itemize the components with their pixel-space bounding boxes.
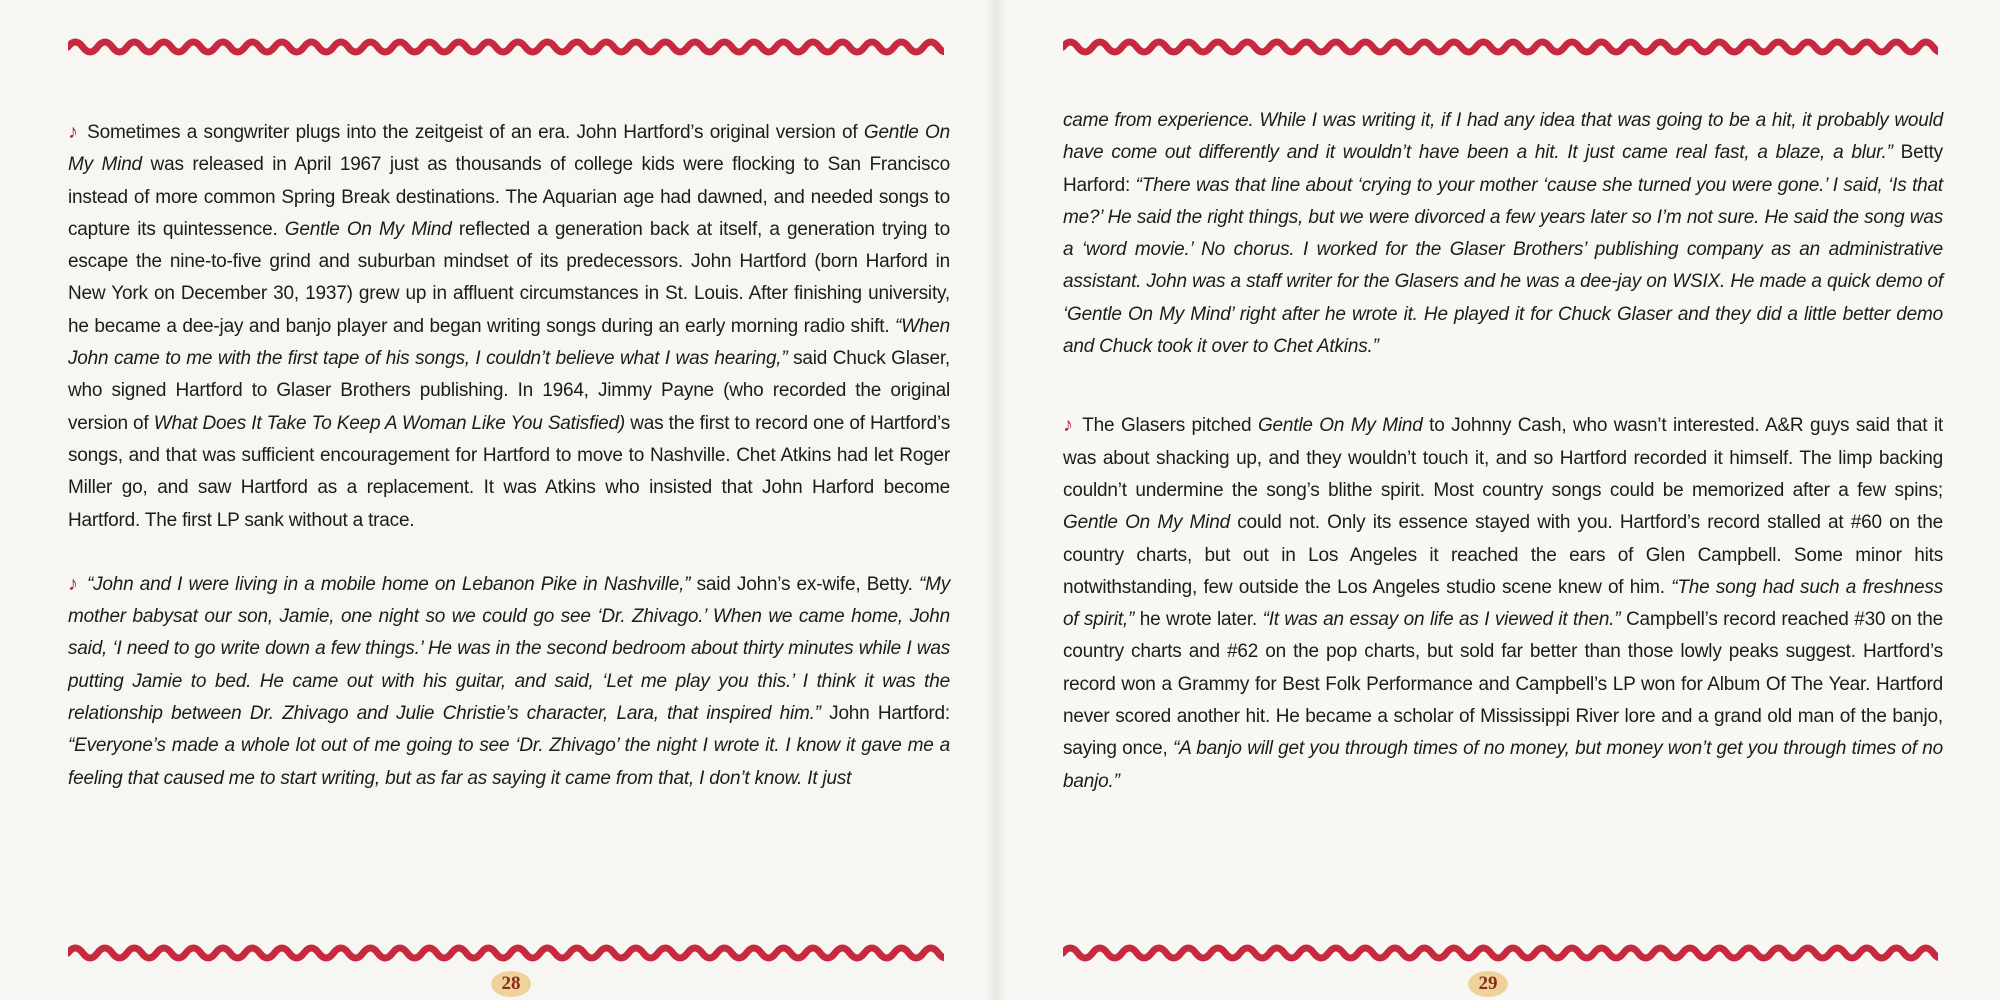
wavy-border-icon: [68, 36, 944, 58]
text-run: he wrote later.: [1134, 609, 1263, 631]
wavy-border-bottom-left: [68, 942, 944, 964]
wavy-border-icon: [1063, 36, 1938, 58]
italic-text-run: “There was that line about ‘crying to your mother ‘cause she turned you were gone.’ I said, ‘Is that me?’ He said the right things, but we were divorced a few years later so I’m not sure. He said the song was a ‘word movie.’ No chorus. I worked for the Glaser Brothers’ publishing company as an administrative assistant. John was a staff writer for the Glasers and he was a dee-jay on WSIX. He made a quick demo of ‘Gentle On My Mind’ right after he wrote it. He played it for Chuck Glaser and they did a little better demo and Chuck took it over to Chet Atkins.”: [1063, 174, 1943, 358]
text-run: reflected a generation back at itself, a generation trying to escape the nine-to-five grind and suburban mindset of its predecessors. John Hartford (born Harford in New York on December 30, 1937) grew up in affluent circumstances in St. Louis. After finishing university, he became a dee-jay and banjo player and began writing songs during an early morning radio shift.: [68, 218, 950, 337]
wavy-border-icon: [1063, 942, 1938, 964]
wavy-border-icon: [68, 942, 944, 964]
text-run: Betty Harford:: [1063, 142, 1943, 196]
italic-text-run: “It was an essay on life as I viewed it then.”: [1262, 609, 1621, 631]
text-run: Sometimes a songwriter plugs into the zeitgeist of an era. John Hartford’s original version of: [87, 122, 864, 143]
music-note-icon: ♪: [68, 121, 80, 143]
text-run: could not. Only its essence stayed with you. Hartford’s record stalled at #60 on the country charts, but out in Los Angeles it reached the ears of Glen Campbell. Some minor hits notwithstanding, few outside the Los Angeles studio scene knew of him.: [1063, 512, 1943, 598]
text-run: John Hartford:: [820, 703, 950, 725]
text-run: The Glasers pitched: [1082, 415, 1258, 437]
italic-text-run: Gentle On My Mind: [284, 218, 452, 240]
italic-text-run: Gentle On My Mind: [68, 122, 950, 176]
music-note-icon: ♪: [1063, 414, 1075, 437]
paragraph: [68, 568, 950, 795]
text-run: said John’s ex-wife, Betty.: [690, 573, 919, 595]
text-run: was released in April 1967 just as thousands of college kids were flocking to San Francisco instead of more common Spring Break destinations. The Aquarian age had dawned, and needed songs to capture its quintessence.: [68, 154, 950, 240]
italic-text-run: “The song had such a freshness of spirit,”: [1063, 576, 1944, 631]
paragraph: [68, 116, 950, 537]
wavy-border-bottom-right: [1063, 942, 1938, 964]
italic-text-run: “Everyone’s made a whole lot out of me going to see ‘Dr. Zhivago’ the night I wrote it. I know it gave me a feeling that caused me to start writing, but as far as saying it came from that, I don’t know. It just: [68, 735, 950, 789]
page-number-right: 29: [1468, 971, 1508, 997]
italic-text-run: What Does It Take To Keep A Woman Like You Satisfied): [153, 412, 626, 434]
page-number-left: 28: [491, 971, 531, 997]
text-run: to Johnny Cash, who wasn’t interested. A&R guys said that it was about shacking up, and they wouldn’t touch it, and so Hartford recorded it himself. The limp backing couldn’t undermine the song’s blithe spirit. Most country songs could be memorized after a few spins;: [1063, 415, 1943, 501]
wavy-border-top-right: [1063, 36, 1938, 58]
page-gutter: [985, 0, 1007, 1000]
paragraph: [1063, 409, 1943, 798]
italic-text-run: came from experience. While I was writing it, if I had any idea that was going to be a hit, it probably would have come out differently and it wouldn’t have been a hit. It just came real fast, a blaze, a blur.”: [1063, 110, 1943, 164]
italic-text-run: Gentle On My Mind: [1257, 415, 1423, 437]
text-run: was the first to record one of Hartford’s songs, and that was sufficient encouragement for Hartford to move to Nashville. Chet Atkins had let Roger Miller go, and saw Hartford as a replacement. It was Atkins who insisted that John Harford become Hartford. The first LP sank without a trace.: [68, 412, 951, 531]
italic-text-run: Gentle On My Mind: [1063, 512, 1230, 534]
italic-text-run: “When John came to me with the first tape of his songs, I couldn’t believe what I was hearing,”: [68, 315, 950, 370]
italic-text-run: “My mother babysat our son, Jamie, one night so we could go see ‘Dr. Zhivago.’ When we came home, John said, ‘I need to go write down a few things.’ He was in the second bedroom about thirty minutes while I was putting Jamie to bed. He came out with his guitar, and said, ‘Let me play you this.’ I think it was the relationship between Dr. Zhivago and Julie Christie’s character, Lara, that inspired him.”: [68, 573, 950, 725]
paragraph: [1063, 105, 1943, 363]
text-run: said Chuck Glaser, who signed Hartford to Glaser Brothers publishing. In 1964, Jimmy Payne (who recorded the original version of: [68, 348, 950, 434]
text-run: Campbell’s record reached #30 on the country charts and #62 on the pop charts, but sold far better than those lowly peaks suggest. Hartford’s record won a Grammy for Best Folk Performance and Campbell’s LP won for Album Of The Year. Hartford never scored another hit. He became a scholar of Mississippi River lore and a grand old man of the banjo, saying once,: [1063, 609, 1943, 760]
wavy-border-top-left: [68, 36, 944, 58]
italic-text-run: “A banjo will get you through times of no money, but money won’t get you through times of no banjo.”: [1063, 738, 1944, 792]
italic-text-run: “John and I were living in a mobile home on Lebanon Pike in Nashville,”: [87, 573, 691, 595]
left-page-text: [68, 116, 950, 826]
music-note-icon: ♪: [68, 572, 79, 595]
right-page-text: [1063, 105, 1943, 829]
